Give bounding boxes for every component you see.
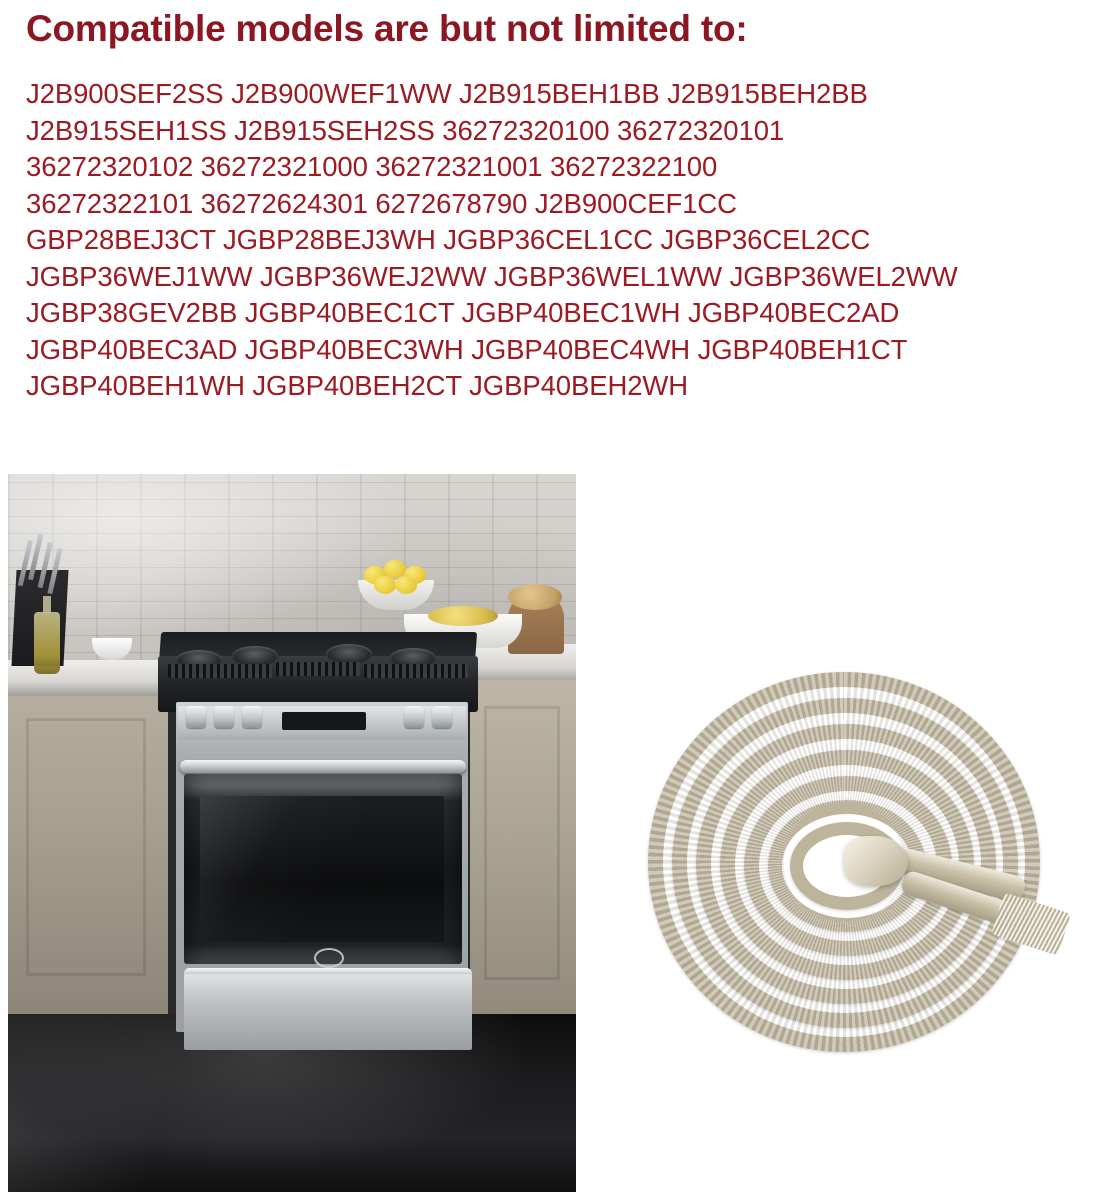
burner-knob[interactable] <box>404 706 424 728</box>
hose-knot <box>844 836 908 886</box>
oil-bottle <box>34 612 60 674</box>
braided-hose-photo <box>600 650 1070 1070</box>
oven-door[interactable] <box>184 774 462 964</box>
model-line: 36272322101 36272624301 6272678790 J2B900CEF1CC <box>26 187 737 219</box>
burner <box>232 646 278 666</box>
oven-display <box>282 712 366 730</box>
model-line: J2B915SEH1SS J2B915SEH2SS 36272320100 36272320101 <box>26 114 785 146</box>
bread-loaf <box>508 584 562 610</box>
cabinet-right <box>470 680 576 1040</box>
burner-grate <box>168 664 272 678</box>
brand-logo <box>314 948 344 968</box>
model-line: JGBP40BEH1WH JGBP40BEH2CT JGBP40BEH2WH <box>26 370 689 401</box>
model-line: JGBP38GEV2BB JGBP40BEC1CT JGBP40BEC1WH JGBP40BEC2AD <box>26 297 900 328</box>
oven-door-glass <box>200 796 444 942</box>
compatible-models-list <box>26 76 1116 405</box>
burner-grate <box>276 662 360 676</box>
page-title: Compatible models are but not limited to: <box>26 8 748 49</box>
model-line: JGBP40BEC3AD JGBP40BEC3WH JGBP40BEC4WH JGBP40BEH1CT <box>26 333 908 365</box>
model-line: J2B900SEF2SS J2B900WEF1WW J2B915BEH1BB J2B915BEH2BB <box>26 78 868 109</box>
cabinet-left <box>8 696 168 1016</box>
lemon <box>395 576 417 594</box>
model-line: JGBP36WEJ1WW JGBP36WEJ2WW JGBP36WEL1WW JGBP36WEL2WW <box>26 260 958 292</box>
burner-knob[interactable] <box>186 706 206 728</box>
model-line: GBP28BEJ3CT JGBP28BEJ3WH JGBP36CEL1CC JGBP36CEL2CC <box>26 224 871 255</box>
model-line: 36272320102 36272321000 36272321001 36272322100 <box>26 151 718 182</box>
storage-drawer[interactable] <box>184 974 472 1050</box>
lemon <box>374 576 396 594</box>
burner-knob[interactable] <box>242 706 262 728</box>
burner-knob[interactable] <box>432 706 452 728</box>
burner-grate <box>364 664 468 678</box>
burner <box>326 644 372 664</box>
burner-knob[interactable] <box>214 706 234 728</box>
oven-door-handle[interactable] <box>180 760 466 773</box>
kitchen-range-photo <box>8 474 576 1192</box>
plated-food <box>428 606 498 626</box>
